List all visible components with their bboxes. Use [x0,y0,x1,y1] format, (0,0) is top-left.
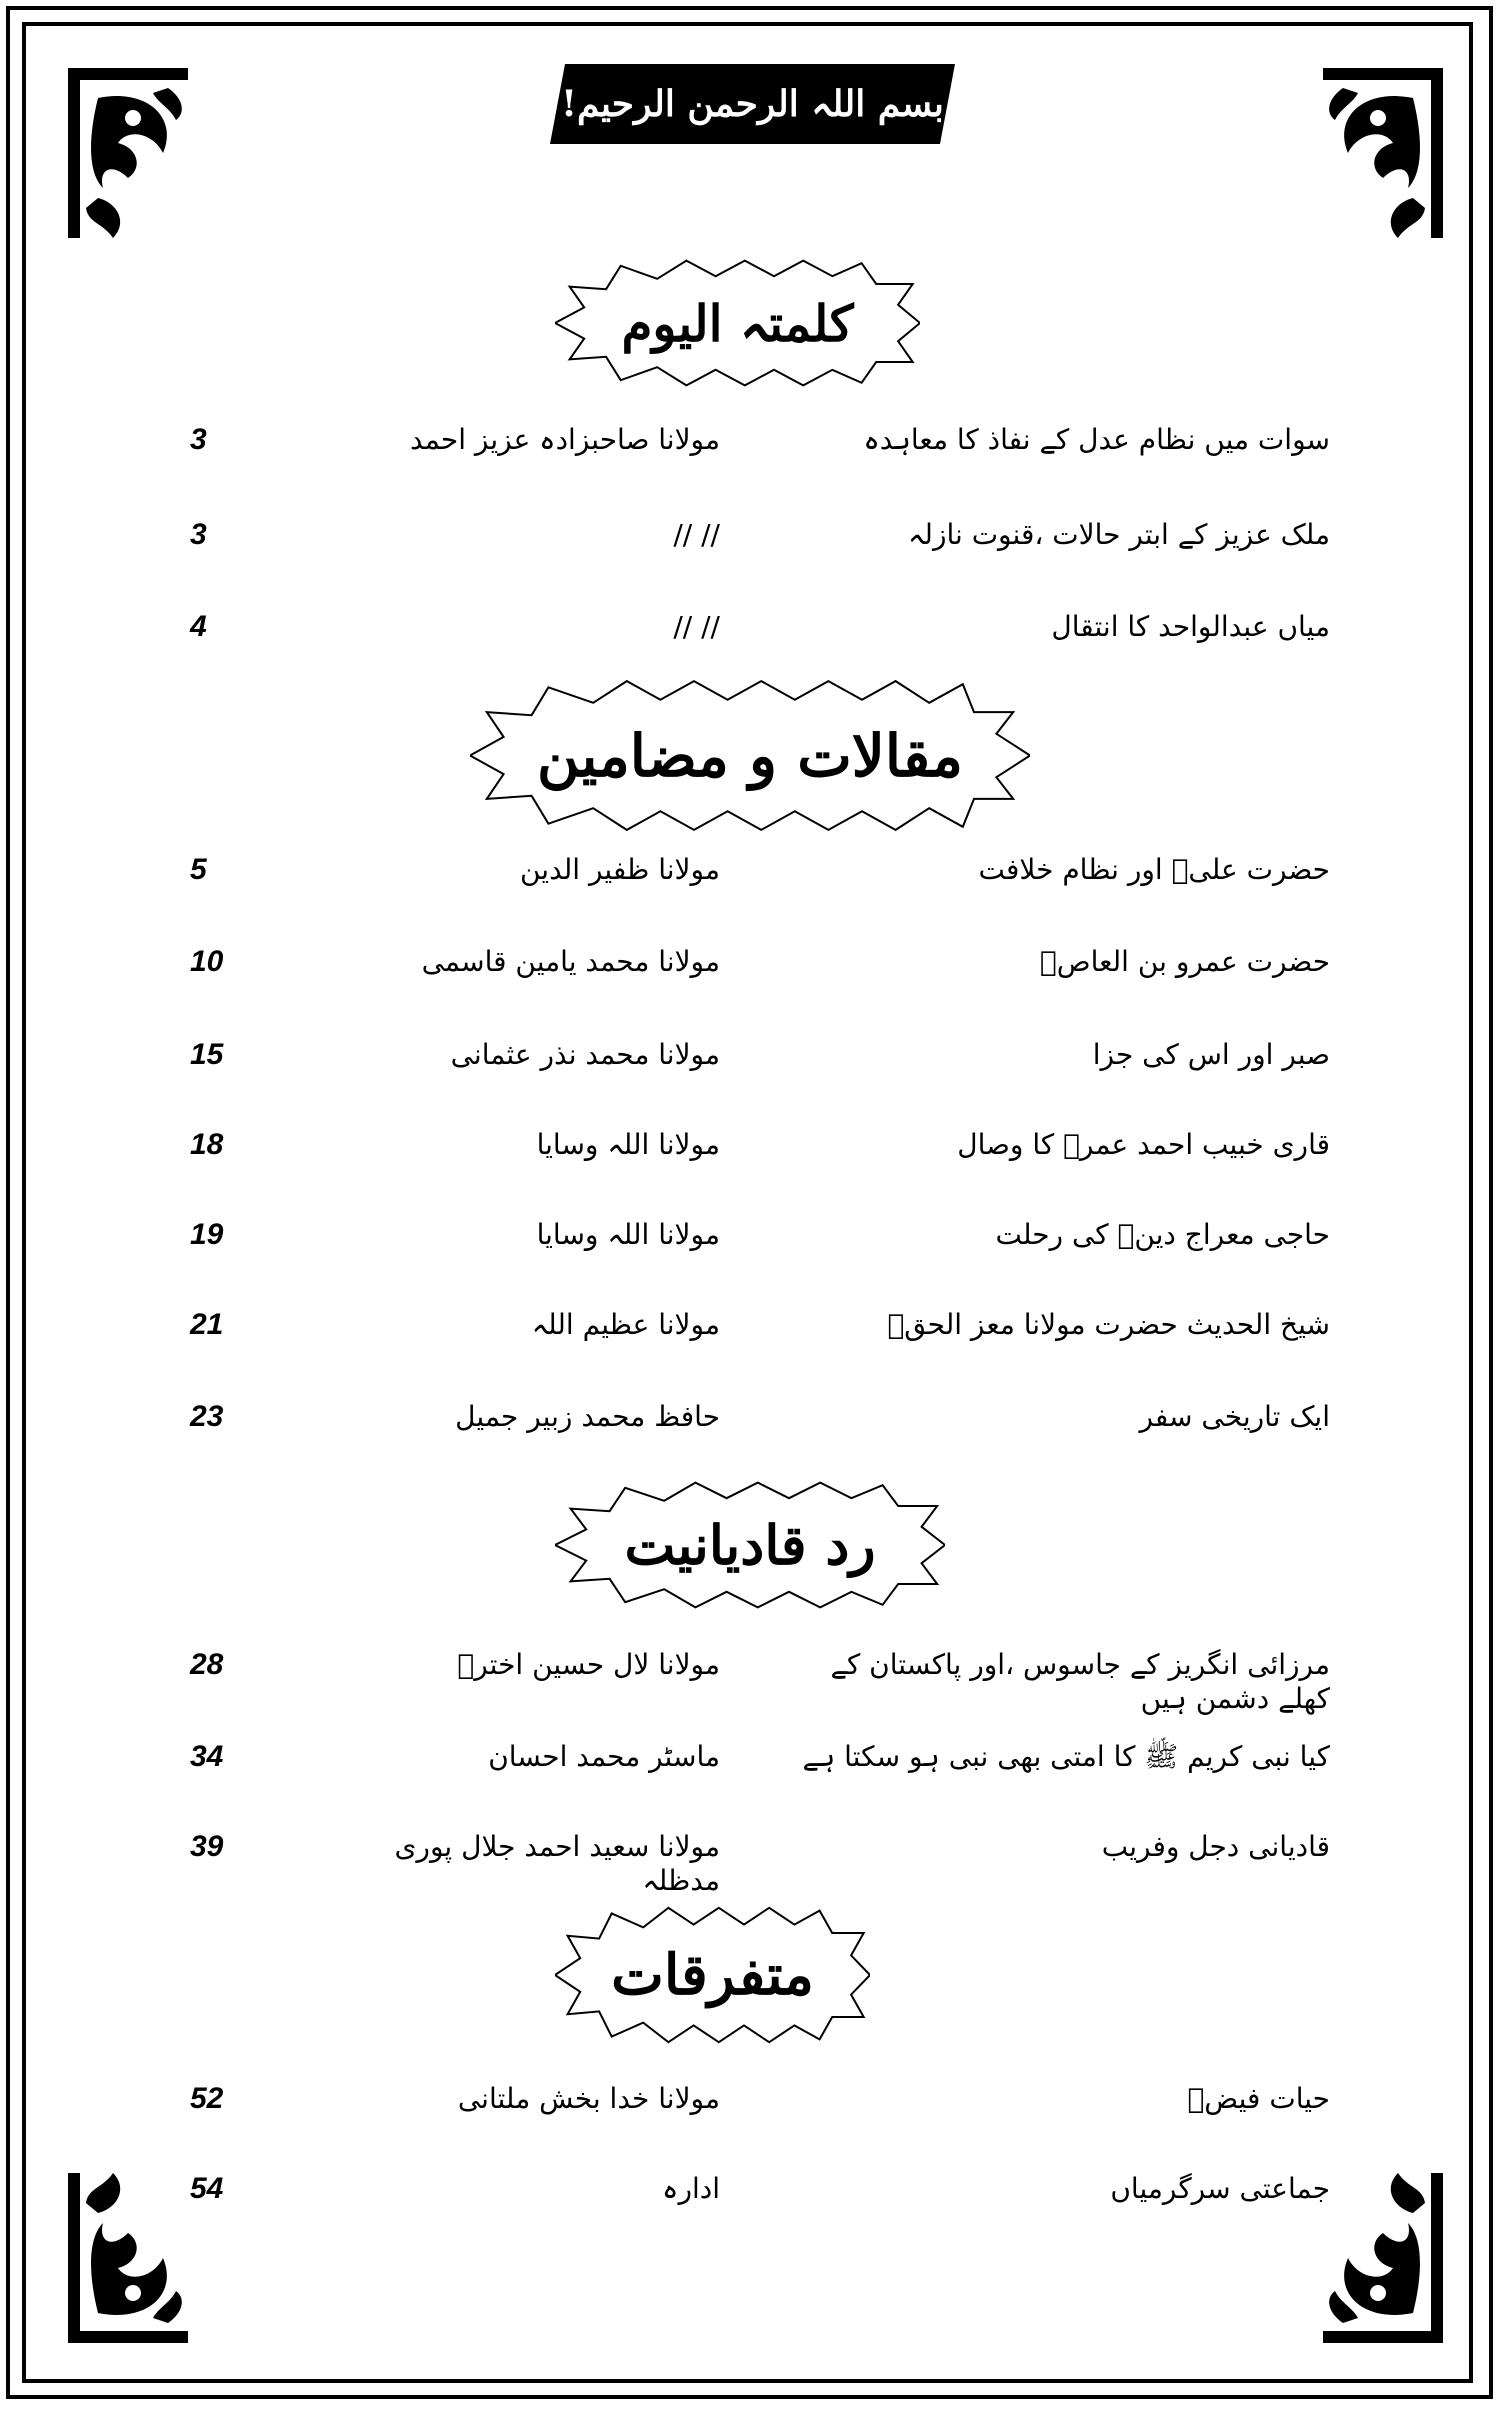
page-number: 23 [190,1400,224,1433]
page-number: 3 [190,518,207,551]
article-author: مولانا لال حسین اخترؒ [457,1648,720,1681]
page-number: 10 [190,945,224,978]
section-title: مقالات و مضامین [537,721,963,790]
toc-entry[interactable] [190,1740,1330,1800]
article-author: ماسٹر محمد احسان [488,1740,720,1773]
article-title: حاجی معراج دینؒ کی رحلت [995,1218,1330,1251]
article-author: // // [673,610,720,643]
article-author: مولانا اللہ وسایا [536,1218,720,1251]
page-number: 15 [190,1038,224,1071]
corner-ornament-icon [58,58,198,248]
corner-ornament-icon [58,2163,198,2353]
article-title: شیخ الحدیث حضرت مولانا معز الحقؒ [887,1308,1330,1341]
toc-entry[interactable] [190,518,1330,578]
toc-entry[interactable] [190,945,1330,1005]
article-author: مولانا محمد یامین قاسمی [421,945,720,978]
article-author: حافظ محمد زبیر جمیل [455,1400,720,1433]
toc-entry[interactable] [190,1308,1330,1368]
article-author: مولانا محمد نذر عثمانی [450,1038,720,1071]
section-heading [555,1905,870,2045]
page-number: 28 [190,1648,224,1681]
article-title: سوات میں نظام عدل کے نفاذ کا معاہدہ [863,423,1330,456]
article-title: قاری خبیب احمد عمرؒ کا وصال [957,1128,1330,1161]
article-title: کیا نبی کریم ﷺ کا امتی بھی نبی ہو سکتا ہے [802,1740,1330,1773]
article-title: حضرت عمرو بن العاصؓ [1039,945,1330,978]
article-author: مولانا عظیم اللہ [531,1308,720,1341]
page-number: 19 [190,1218,224,1251]
section-title: رد قادیانیت [624,1513,876,1577]
toc-entry[interactable] [190,610,1330,670]
section-title: کلمتہ الیوم [621,293,854,353]
corner-ornament-icon [1313,2163,1453,2353]
article-title: مرزائی انگریز کے جاسوس ،اور پاکستان کے کھلے دشمن ہیں [830,1648,1330,1715]
article-author: مولانا خدا بخش ملتانی [457,2082,720,2115]
article-title: قادیانی دجل وفریب [1101,1830,1330,1863]
article-title: ملک عزیز کے ابتر حالات ،قنوت نازلہ [908,518,1330,551]
toc-entry[interactable] [190,2082,1330,2142]
article-author: // // [673,518,720,551]
toc-entry[interactable] [190,853,1330,913]
section-heading [555,1480,945,1610]
corner-ornament-icon [1313,58,1453,248]
article-author: مولانا اللہ وسایا [536,1128,720,1161]
article-author: مولانا صاحبزادہ عزیز احمد [410,423,720,456]
page-number: 54 [190,2172,224,2205]
section-heading [470,678,1030,833]
bismillah-banner [550,62,955,146]
article-title: جماعتی سرگرمیاں [1110,2172,1330,2205]
toc-entry[interactable] [190,1648,1330,1715]
page-number: 3 [190,423,207,456]
page-number: 4 [190,610,207,643]
article-author: مولانا سعید احمد جلال پوری مدظلہ [394,1830,720,1897]
section-title: متفرقات [611,1942,814,2008]
article-title: ایک تاریخی سفر [1139,1400,1330,1433]
page-number: 52 [190,2082,224,2115]
toc-entry[interactable] [190,1400,1330,1460]
page-number: 39 [190,1830,224,1863]
toc-entry[interactable] [190,1830,1330,1897]
article-title: صبر اور اس کی جزا [1092,1038,1330,1071]
article-title: میاں عبدالواحد کا انتقال [1051,610,1330,643]
bismillah-text: بسم اللہ الرحمن الرحیم! [561,83,944,125]
article-author: ادارہ [662,2172,720,2205]
toc-entry[interactable] [190,1038,1330,1098]
page-number: 34 [190,1740,224,1773]
toc-entry[interactable] [190,1218,1330,1278]
toc-entry[interactable] [190,2172,1330,2232]
section-heading [555,258,920,388]
page-number: 18 [190,1128,224,1161]
page-number: 5 [190,853,207,886]
page-number: 21 [190,1308,224,1341]
article-title: حضرت علیؓ اور نظام خلافت [978,853,1330,886]
toc-entry[interactable] [190,423,1330,483]
toc-entry[interactable] [190,1128,1330,1188]
article-title: حیات فیضؒ [1187,2082,1330,2115]
article-author: مولانا ظفیر الدین [519,853,720,886]
